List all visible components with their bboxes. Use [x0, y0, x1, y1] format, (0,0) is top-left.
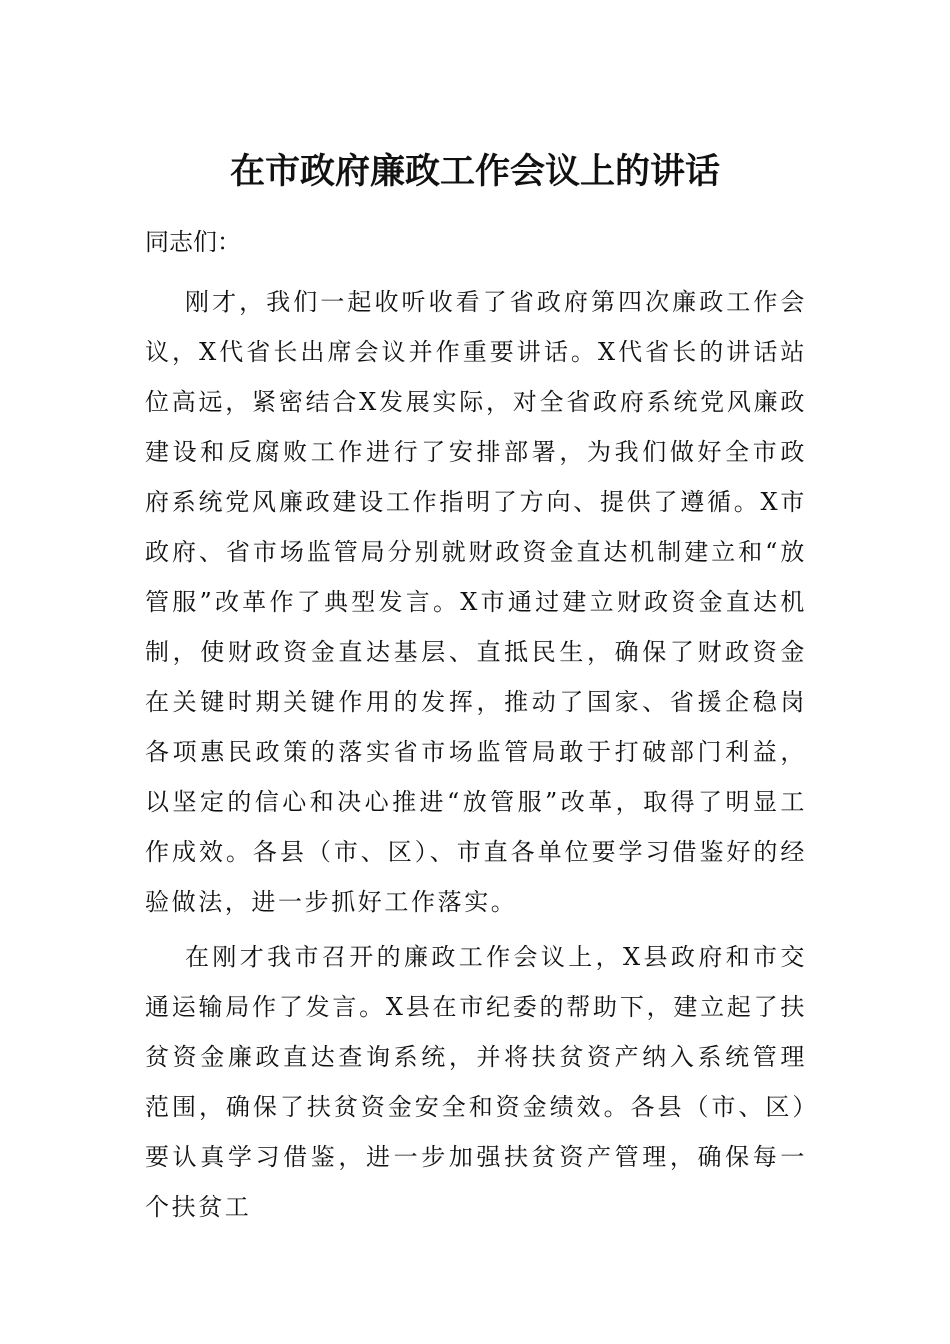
paragraph-2: 在刚才我市召开的廉政工作会议上，X县政府和市交通运输局作了发言。X县在市纪委的帮助下，建立起了扶贫资金廉政直达查询系统，并将扶贫资产纳入系统管理范围，确保了扶贫资金安全和资金绩效。各县（市、区）要认真学习借鉴，进一步加强扶贫资产管理，确保每一个扶贫工	[145, 943, 807, 1221]
paragraph-1: 刚才，我们一起收听收看了省政府第四次廉政工作会议，X代省长出席会议并作重要讲话。X代省长的讲话站位高远，紧密结合X发展实际，对全省政府系统党风廉政建设和反腐败工作进行了安排部署，为我们做好全市政府系统党风廉政建设工作指明了方向、提供了遵循。X市政府、省市场监管局分别就财政资金直达机制建立和“放管服”改革作了典型发言。X市通过建立财政资金直达机制，使财政资金直达基层、直抵民生，确保了财政资金在关键时期关键作用的发挥，推动了国家、省援企稳岗各项惠民政策的落实省市场监管局敢于打破部门利益，以坚定的信心和决心推进“放管服”改革，取得了明显工作成效。各县（市、区）、市直各单位要学习借鉴好的经验做法，进一步抓好工作落实。	[145, 288, 807, 916]
document-title: 在市政府廉政工作会议上的讲话	[229, 151, 720, 192]
salutation: 同志们：	[145, 228, 241, 256]
